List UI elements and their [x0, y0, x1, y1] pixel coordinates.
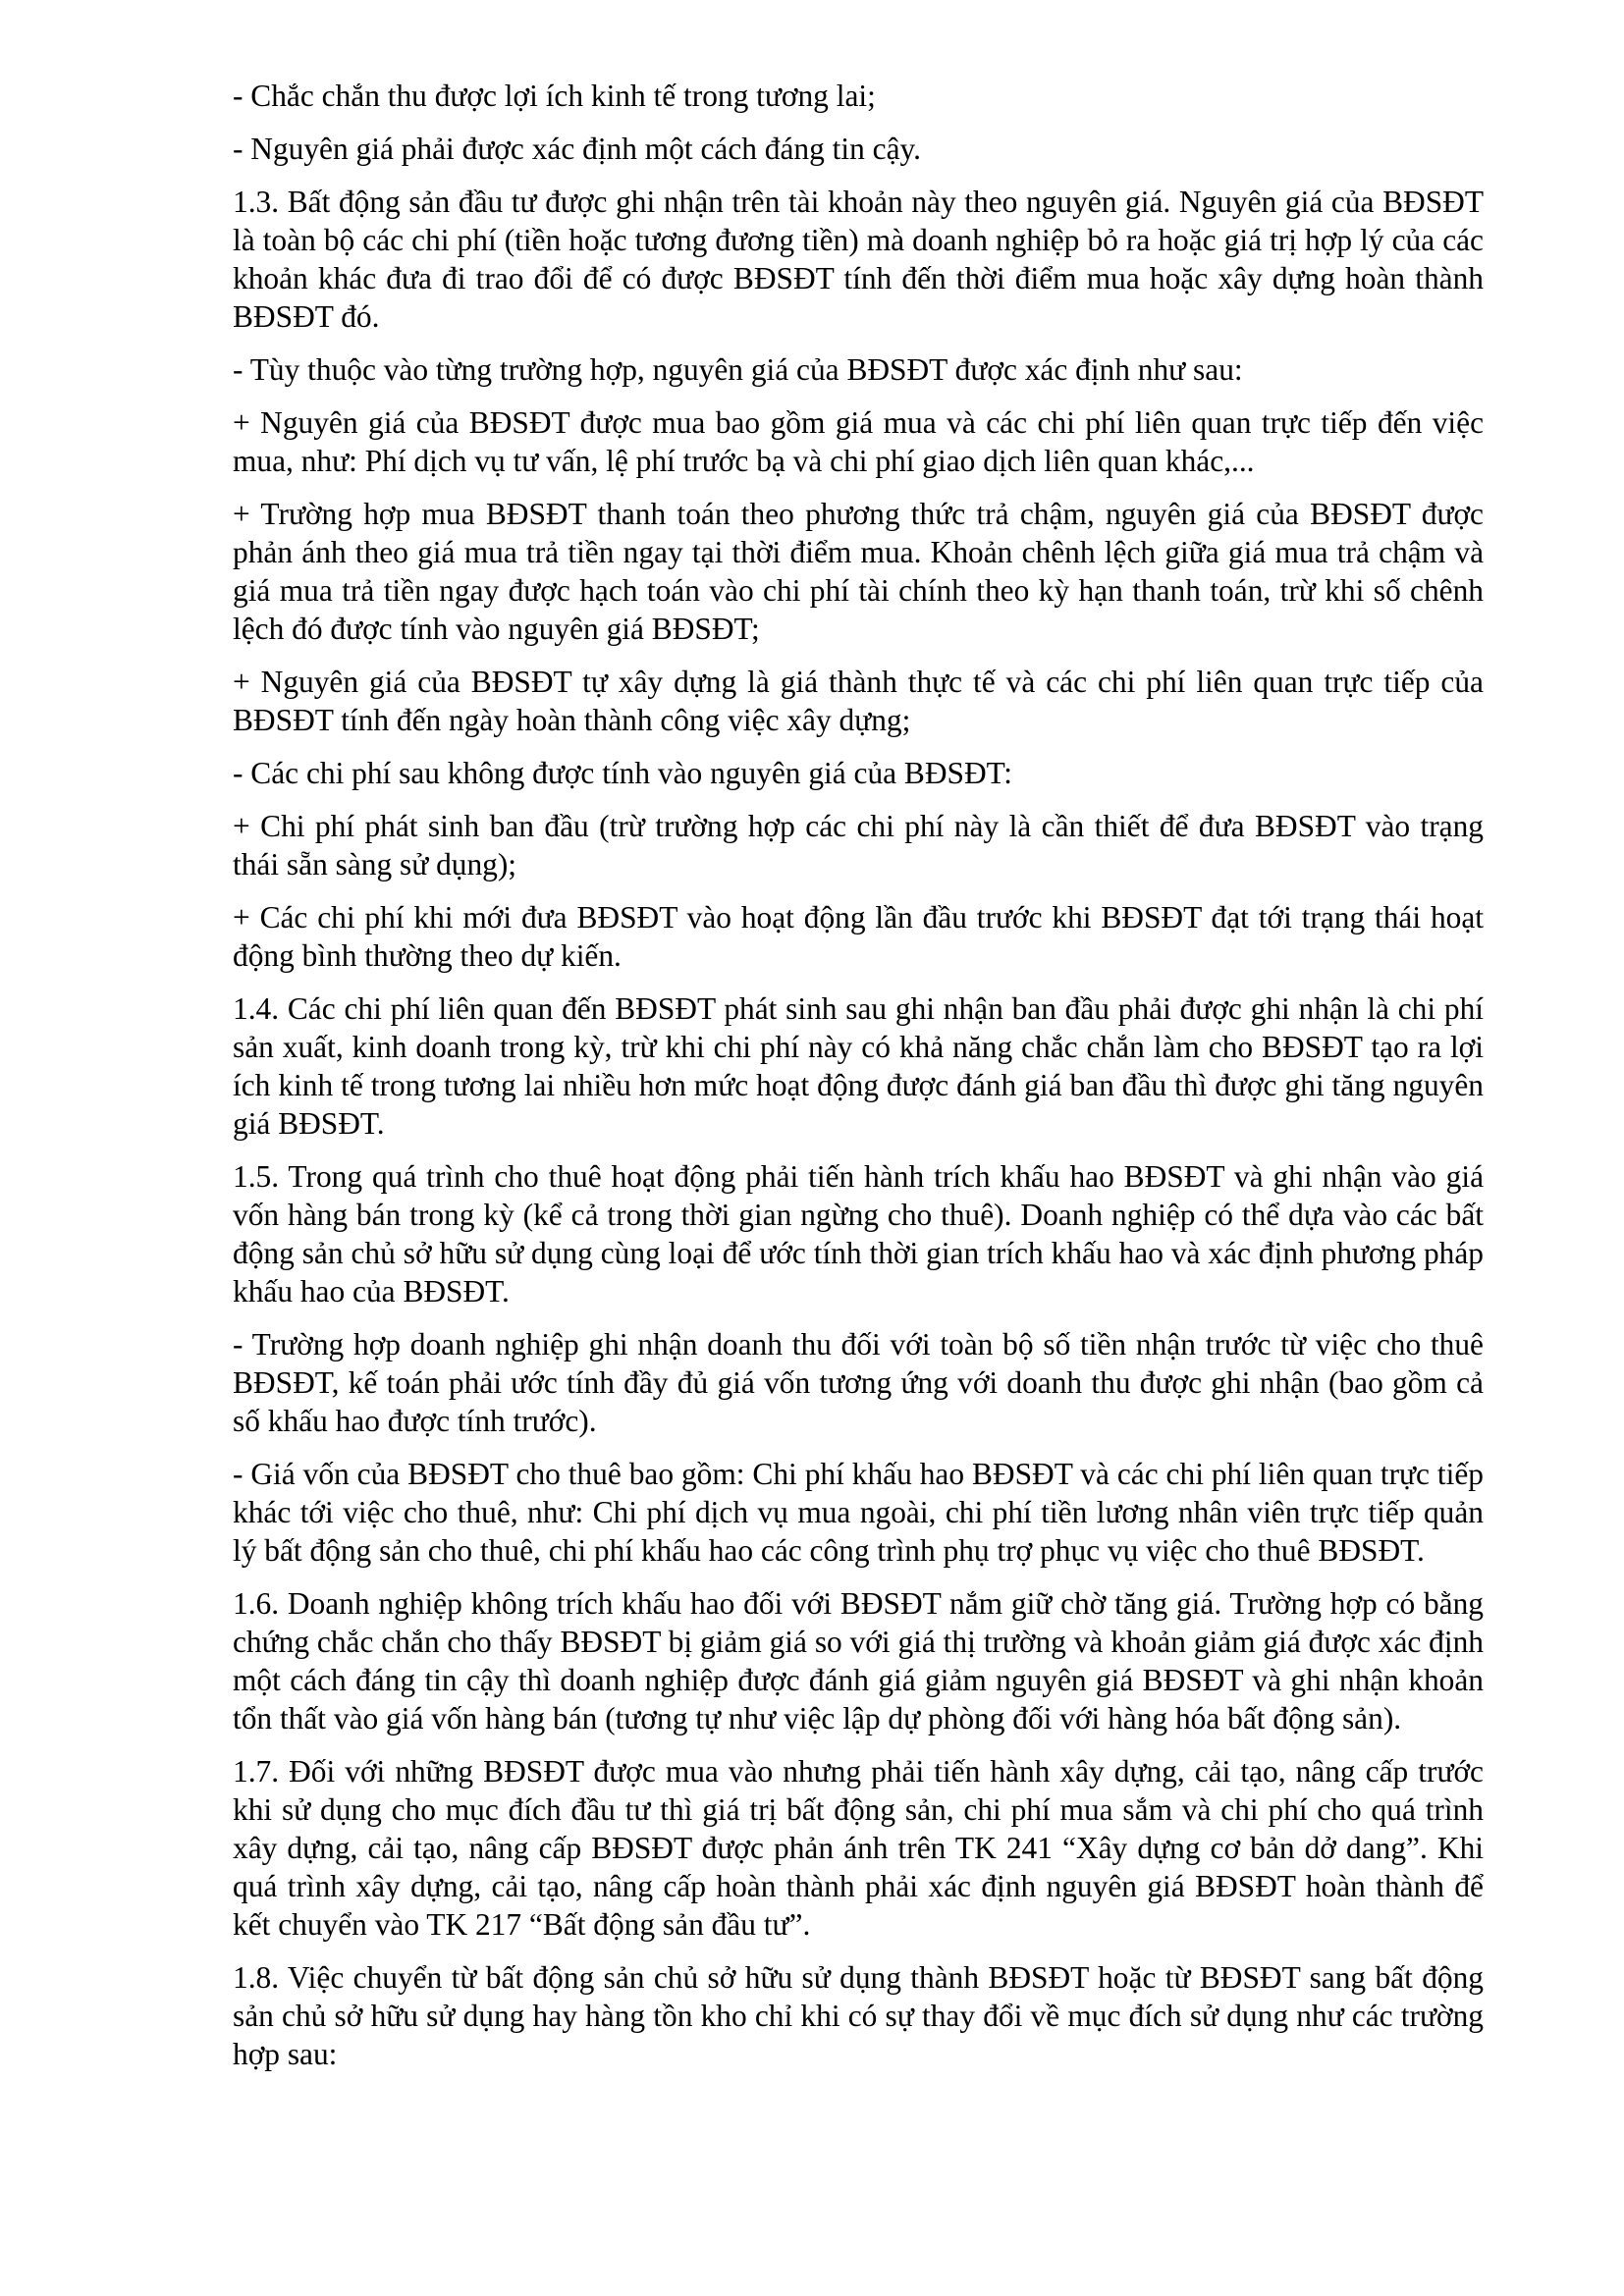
paragraph: + Các chi phí khi mới đưa BĐSĐT vào hoạt động lần đầu trước khi BĐSĐT đạt tới trạng thái hoạt động bình thường theo dự kiến.	[233, 900, 1484, 973]
paragraph: - Nguyên giá phải được xác định một cách đáng tin cậy.	[233, 132, 922, 166]
paragraph: - Trường hợp doanh nghiệp ghi nhận doanh thu đối với toàn bộ số tiền nhận trước từ việc cho thuê BĐSĐT, kế toán phải ước tính đầy đủ giá vốn tương ứng với doanh thu được ghi nhận (bao gồm cả số khấu hao được tính trước).	[233, 1327, 1484, 1438]
paragraph: 1.5. Trong quá trình cho thuê hoạt động phải tiến hành trích khấu hao BĐSĐT và ghi nhận vào giá vốn hàng bán trong kỳ (kể cả trong thời gian ngừng cho thuê). Doanh nghiệp có thể dựa vào các bất động sản chủ sở hữu sử dụng cùng loại để ước tính thời gian trích khấu hao và xác định phương pháp khấu hao của BĐSĐT.	[233, 1159, 1484, 1308]
paragraph: 1.6. Doanh nghiệp không trích khấu hao đối với BĐSĐT nắm giữ chờ tăng giá. Trường hợp có bằng chứng chắc chắn cho thấy BĐSĐT bị giảm giá so với giá thị trường và khoản giảm giá được xác định một cách đáng tin cậy thì doanh nghiệp được đánh giá giảm nguyên giá BĐSĐT và ghi nhận khoản tổn thất vào giá vốn hàng bán (tương tự như việc lập dự phòng đối với hàng hóa bất động sản).	[233, 1586, 1484, 1735]
paragraph: + Trường hợp mua BĐSĐT thanh toán theo phương thức trả chậm, nguyên giá của BĐSĐT được phản ánh theo giá mua trả tiền ngay tại thời điểm mua. Khoản chênh lệch giữa giá mua trả chậm và giá mua trả tiền ngay được hạch toán vào chi phí tài chính theo kỳ hạn thanh toán, trừ khi số chênh lệch đó được tính vào nguyên giá BĐSĐT;	[233, 497, 1484, 646]
paragraph: + Chi phí phát sinh ban đầu (trừ trường hợp các chi phí này là cần thiết để đưa BĐSĐT vào trạng thái sẵn sàng sử dụng);	[233, 809, 1484, 881]
paragraph: - Tùy thuộc vào từng trường hợp, nguyên giá của BĐSĐT được xác định như sau:	[233, 352, 1243, 387]
paragraph: - Các chi phí sau không được tính vào nguyên giá của BĐSĐT:	[233, 756, 1012, 790]
paragraph: 1.8. Việc chuyển từ bất động sản chủ sở hữu sử dụng thành BĐSĐT hoặc từ BĐSĐT sang bất động sản chủ sở hữu sử dụng hay hàng tồn kho chỉ khi có sự thay đổi về mục đích sử dụng như các trường hợp sau:	[233, 1960, 1484, 2071]
paragraph: - Giá vốn của BĐSĐT cho thuê bao gồm: Chi phí khấu hao BĐSĐT và các chi phí liên quan trực tiếp khác tới việc cho thuê, như: Chi phí dịch vụ mua ngoài, chi phí tiền lương nhân viên trực tiếp quản lý bất động sản cho thuê, chi phí khấu hao các công trình phụ trợ phục vụ việc cho thuê BĐSĐT.	[233, 1457, 1484, 1568]
paragraph: + Nguyên giá của BĐSĐT tự xây dựng là giá thành thực tế và các chi phí liên quan trực tiếp của BĐSĐT tính đến ngày hoàn thành công việc xây dựng;	[233, 665, 1484, 737]
paragraph: 1.4. Các chi phí liên quan đến BĐSĐT phát sinh sau ghi nhận ban đầu phải được ghi nhận là chi phí sản xuất, kinh doanh trong kỳ, trừ khi chi phí này có khả năng chắc chắn làm cho BĐSĐT tạo ra lợi ích kinh tế trong tương lai nhiều hơn mức hoạt động được đánh giá ban đầu thì được ghi tăng nguyên giá BĐSĐT.	[233, 991, 1484, 1141]
paragraph: 1.7. Đối với những BĐSĐT được mua vào nhưng phải tiến hành xây dựng, cải tạo, nâng cấp trước khi sử dụng cho mục đích đầu tư thì giá trị bất động sản, chi phí mua sắm và chi phí cho quá trình xây dựng, cải tạo, nâng cấp BĐSĐT được phản ánh trên TK 241 “Xây dựng cơ bản dở dang”. Khi quá trình xây dựng, cải tạo, nâng cấp hoàn thành phải xác định nguyên giá BĐSĐT hoàn thành để kết chuyển vào TK 217 “Bất động sản đầu tư”.	[233, 1754, 1484, 1942]
paragraph: - Chắc chắn thu được lợi ích kinh tế trong tương lai;	[233, 79, 876, 113]
paragraph: 1.3. Bất động sản đầu tư được ghi nhận trên tài khoản này theo nguyên giá. Nguyên giá của BĐSĐT là toàn bộ các chi phí (tiền hoặc tương đương tiền) mà doanh nghiệp bỏ ra hoặc giá trị hợp lý của các khoản khác đưa đi trao đổi để có được BĐSĐT tính đến thời điểm mua hoặc xây dựng hoàn thành BĐSĐT đó.	[233, 185, 1484, 334]
paragraph: + Nguyên giá của BĐSĐT được mua bao gồm giá mua và các chi phí liên quan trực tiếp đến việc mua, như: Phí dịch vụ tư vấn, lệ phí trước bạ và chi phí giao dịch liên quan khác,...	[233, 405, 1484, 478]
